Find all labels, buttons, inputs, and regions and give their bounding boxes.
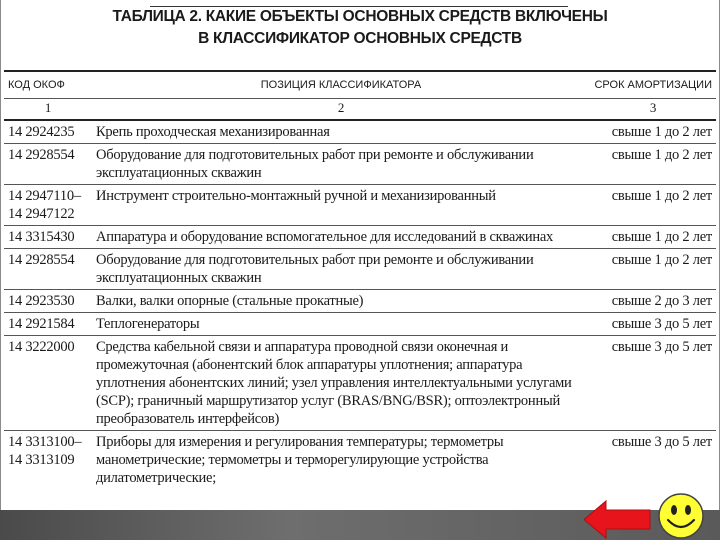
title-line-1: ТАБЛИЦА 2. КАКИЕ ОБЪЕКТЫ ОСНОВНЫХ СРЕДСТВ ВКЛЮЧЕНЫ xyxy=(112,8,608,25)
row-code: 14 2928554 xyxy=(4,144,92,185)
row-term: свыше 3 до 5 лет xyxy=(590,313,716,336)
row-code: 14 2947110– 14 2947122 xyxy=(4,185,92,226)
table-row xyxy=(4,313,716,336)
row-term: свыше 1 до 2 лет xyxy=(590,144,716,185)
table-row xyxy=(4,226,716,249)
row-position: Приборы для измерения и регулирования температуры; термометры манометрические; термометры и терморегулирующие устройства дилатометрические; xyxy=(96,434,504,486)
title-line-2: В КЛАССИФИКАТОР ОСНОВНЫХ СРЕДСТВ xyxy=(198,30,522,47)
table-header-row xyxy=(4,71,716,99)
column-number-2: 2 xyxy=(92,99,590,121)
title-top-rule xyxy=(150,6,568,7)
table-row xyxy=(4,120,716,144)
row-term: свыше 3 до 5 лет xyxy=(590,336,716,431)
classifier-table xyxy=(4,70,716,489)
header-term: СРОК АМОРТИЗАЦИИ xyxy=(590,71,716,99)
row-position: Оборудование для подготовительных работ при ремонте и обслуживании эксплуатационных скважин xyxy=(92,249,590,290)
left-arrow-icon[interactable] xyxy=(584,499,652,540)
table-row xyxy=(4,290,716,313)
row-code: 14 2928554 xyxy=(4,249,92,290)
table-row xyxy=(4,336,716,431)
table-title xyxy=(0,6,720,50)
table-row xyxy=(4,431,716,490)
row-term: свыше 2 до 3 лет xyxy=(590,290,716,313)
smiley-face-icon xyxy=(657,492,705,540)
column-number-1: 1 xyxy=(4,99,92,121)
row-position: Теплогенераторы xyxy=(92,313,590,336)
row-position: Крепь проходческая механизированная xyxy=(92,120,590,144)
row-term: свыше 3 до 5 лет xyxy=(611,434,712,450)
table-row xyxy=(4,144,716,185)
table-row xyxy=(4,249,716,290)
row-code: 14 2924235 xyxy=(4,120,92,144)
row-code: 14 3315430 xyxy=(4,226,92,249)
row-position: Оборудование для подготовительных работ при ремонте и обслуживании эксплуатационных скважин xyxy=(92,144,590,185)
row-term: свыше 1 до 2 лет xyxy=(590,226,716,249)
row-code: 14 3313100– 14 3313109 xyxy=(8,434,82,468)
column-number-row xyxy=(4,99,716,121)
row-code: 14 2921584 xyxy=(4,313,92,336)
header-code: КОД ОКОФ xyxy=(4,71,92,99)
row-term: свыше 1 до 2 лет xyxy=(590,120,716,144)
row-position: Инструмент строительно-монтажный ручной и механизированный xyxy=(92,185,590,226)
row-term: свыше 1 до 2 лет xyxy=(590,249,716,290)
table-row xyxy=(4,185,716,226)
header-position: ПОЗИЦИЯ КЛАССИФИКАТОРА xyxy=(92,71,590,99)
row-position: Валки, валки опорные (стальные прокатные) xyxy=(92,290,590,313)
row-term: свыше 1 до 2 лет xyxy=(590,185,716,226)
row-position: Аппаратура и оборудование вспомогательное для исследований в скважинах xyxy=(92,226,590,249)
row-position: Средства кабельной связи и аппаратура проводной связи оконечная и промежуточная (абонентский блок аппаратуры уплотнения; аппаратура уплотнения абонентских линий; узел управления интеллектуальными услугами (SCP); граничный маршрутизатор услуг (BRAS/BNG/BSR); оптоэлектронный преобразователь интерфейсов) xyxy=(92,336,590,431)
row-code: 14 2923530 xyxy=(4,290,92,313)
column-number-3: 3 xyxy=(590,99,716,121)
row-code: 14 3222000 xyxy=(4,336,92,431)
